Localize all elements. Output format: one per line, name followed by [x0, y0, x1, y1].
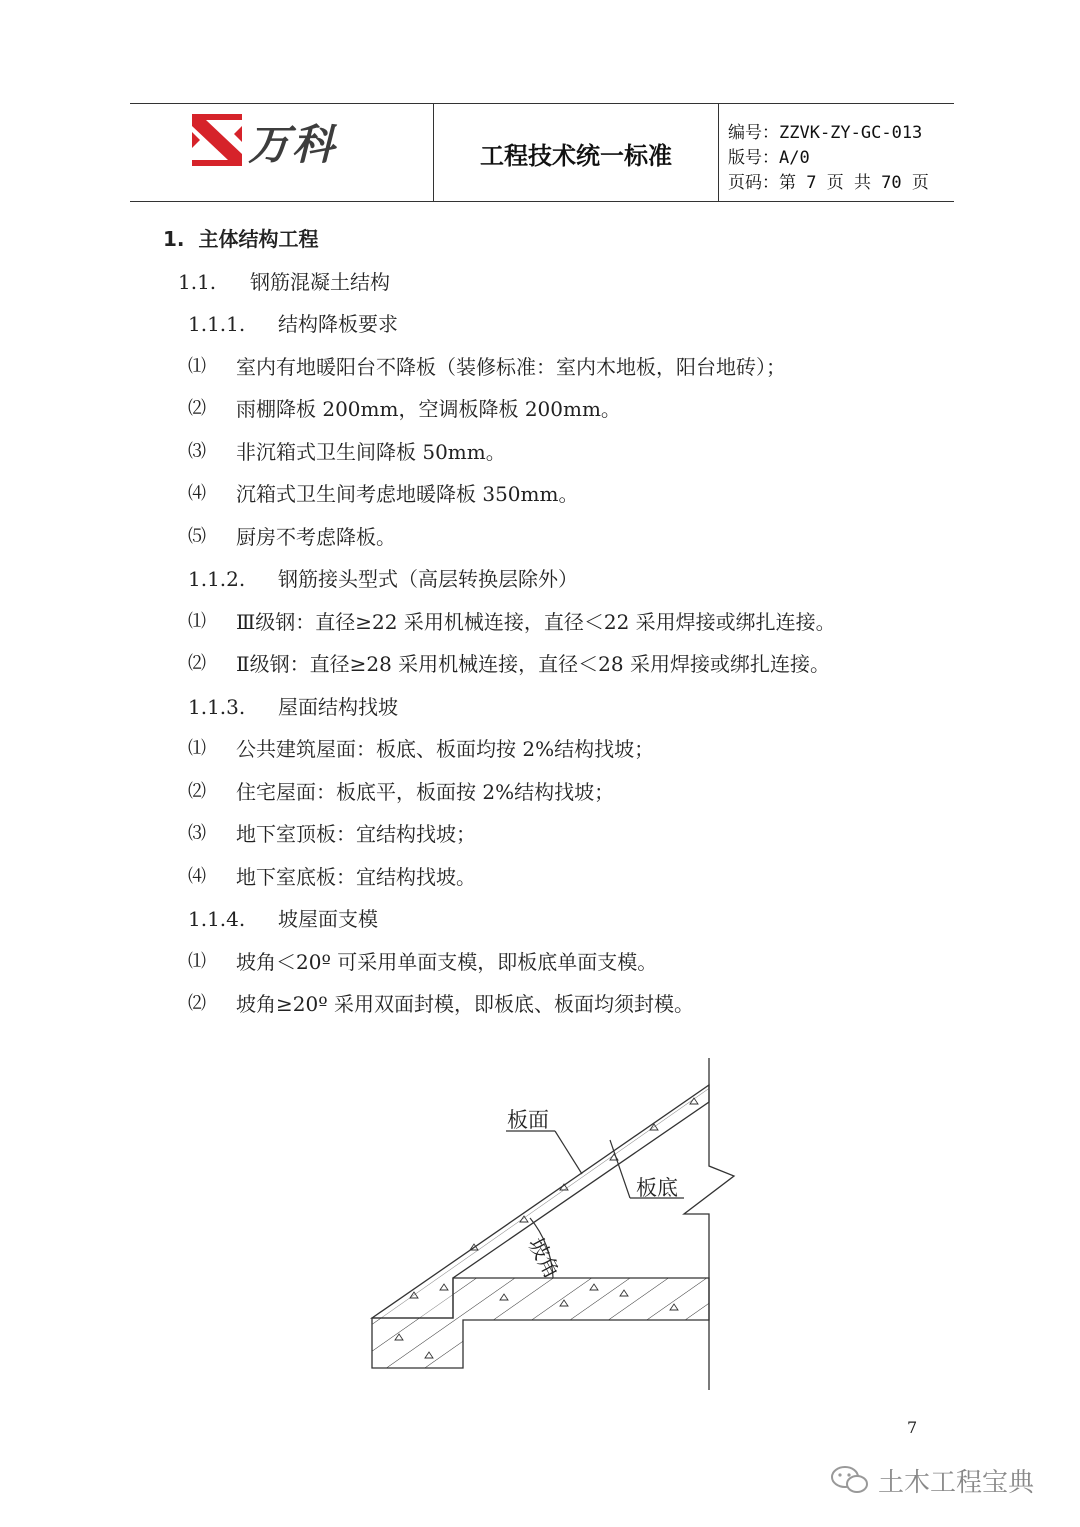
document-title: 工程技术统一标准: [480, 142, 672, 170]
doc-page-info: 页码：第 7 页 共 70 页: [728, 173, 929, 193]
figure-label-top-surface: 板面: [507, 1108, 549, 1132]
list-item-number: ⑵: [188, 398, 206, 419]
section-number: 1.: [163, 227, 185, 251]
logo-text: 万科: [248, 120, 337, 169]
doc-version: 版号：A/0: [728, 148, 810, 168]
section-title: 钢筋接头型式（高层转换层除外）: [278, 567, 578, 591]
list-item: 室内有地暖阳台不降板（装修标准：室内木地板，阳台地砖）；: [236, 355, 786, 379]
section-number: 1.1.4.: [188, 907, 246, 931]
list-item: 公共建筑屋面：板底、板面均按 2%结构找坡；: [236, 737, 655, 761]
watermark: [838, 1462, 1034, 1499]
list-item: 厨房不考虑降板。: [236, 525, 396, 549]
list-item-number: ⑵: [188, 781, 206, 802]
section-title: 屋面结构找坡: [278, 695, 398, 719]
list-item: Ⅲ级钢：直径≥22 采用机械连接，直径＜22 采用焊接或绑扎连接。: [236, 610, 836, 634]
list-item: Ⅱ级钢：直径≥28 采用机械连接，直径＜28 采用焊接或绑扎连接。: [236, 652, 830, 676]
list-item: 坡角≥20º 采用双面封模，即板底、板面均须封模。: [236, 992, 694, 1016]
figure-label-bottom-surface: 板底: [636, 1176, 678, 1200]
list-item-number: ⑴: [188, 356, 206, 377]
section-title: 钢筋混凝土结构: [250, 270, 390, 294]
section-number: 1.1.2.: [188, 567, 246, 591]
list-item: 非沉箱式卫生间降板 50mm。: [236, 440, 506, 464]
list-item-number: ⑶: [188, 823, 206, 844]
list-item: 地下室顶板：宜结构找坡；: [236, 822, 476, 846]
watermark-text: 土木工程宝典: [878, 1468, 1035, 1498]
section-number: 1.1.: [178, 270, 217, 294]
section-title: 坡屋面支模: [278, 907, 378, 931]
section-number: 1.1.3.: [188, 695, 246, 719]
list-item-number: ⑷: [188, 483, 206, 504]
list-item-number: ⑴: [188, 611, 206, 632]
list-item: 地下室底板：宜结构找坡。: [236, 865, 476, 889]
doc-code: 编号：ZZVK-ZY-GC-013: [728, 123, 923, 143]
list-item: 坡角＜20º 可采用单面支模，即板底单面支模。: [236, 950, 658, 974]
list-item-number: ⑷: [188, 866, 206, 887]
list-item: 沉箱式卫生间考虑地暖降板 350mm。: [236, 482, 579, 506]
list-item-number: ⑵: [188, 653, 206, 674]
list-item-number: ⑵: [188, 993, 206, 1014]
section-title: 主体结构工程: [198, 227, 319, 251]
list-item-number: ⑶: [188, 441, 206, 462]
list-item: 住宅屋面：板底平，板面按 2%结构找坡；: [236, 780, 615, 804]
list-item-number: ⑸: [188, 526, 206, 547]
section-title: 结构降板要求: [278, 312, 398, 336]
list-item-number: ⑴: [188, 951, 206, 972]
figure-label-slope-angle: 坡角: [523, 1233, 565, 1283]
list-item: 雨棚降板 200mm，空调板降板 200mm。: [236, 397, 621, 421]
leader-line-top-surface: [555, 1131, 582, 1174]
list-item-number: ⑴: [188, 738, 206, 759]
section-number: 1.1.1.: [188, 312, 246, 336]
wechat-icon: [830, 1464, 870, 1496]
page-number: 7: [907, 1418, 918, 1437]
